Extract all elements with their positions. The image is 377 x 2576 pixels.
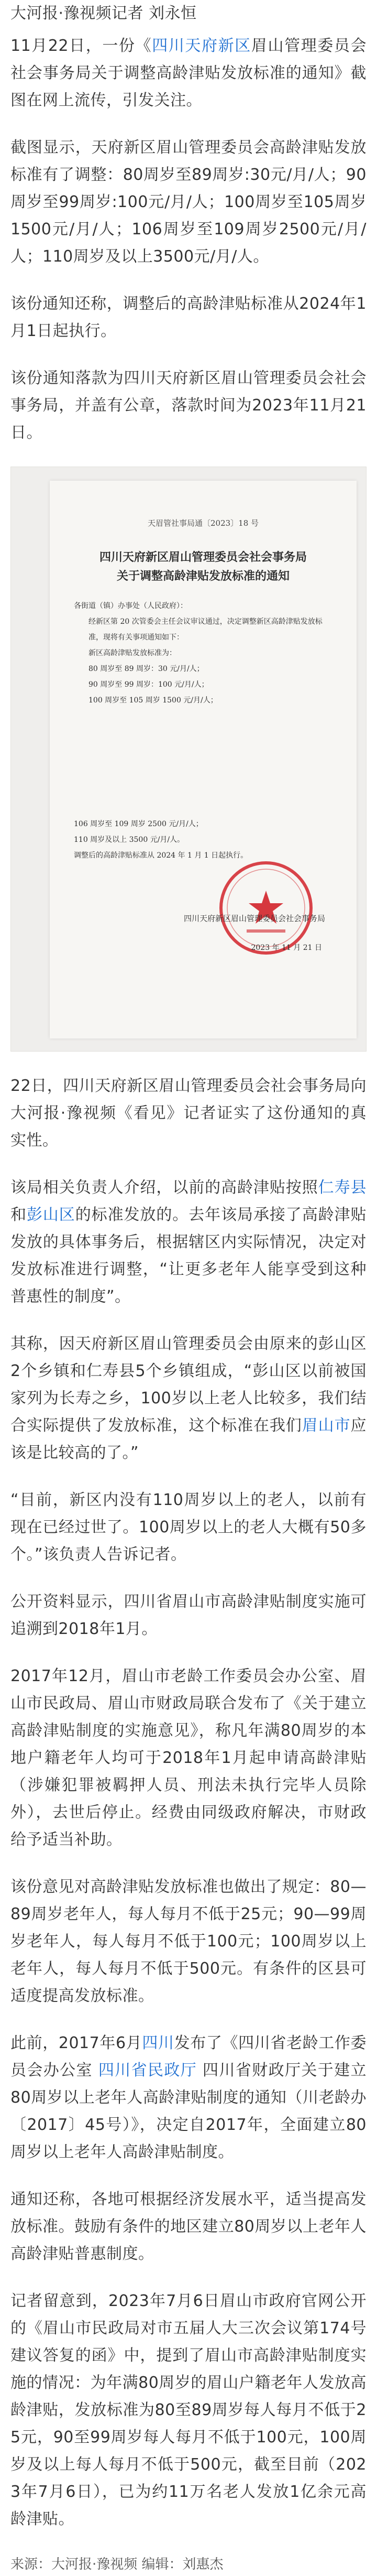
paragraph-3: 该份通知还称，调整后的高龄津贴标准从2024年1月1日起执行。 xyxy=(10,295,367,340)
byline: 大河报·豫视频记者 刘永恒 xyxy=(10,4,197,23)
paragraph-1: 11月22日，一份《四川天府新区眉山管理委员会社会事务局关于调整高龄津贴发放标准的通知》截图在网上流传，引发关注。 xyxy=(10,37,367,110)
link-tianfu-new-area[interactable]: 四川天府新区 xyxy=(152,37,251,55)
link-renshou-county[interactable]: 仁寿县 xyxy=(318,1178,367,1197)
doc-row: 110 周岁及以上 3500 元/月/人。 xyxy=(74,836,185,844)
doc-row: 90 周岁至 99 周岁：100 元/月/人； xyxy=(88,680,209,689)
doc-row: 100 周岁至 105 周岁 1500 元/月/人； xyxy=(88,696,218,705)
paragraph-10: 2017年12月，眉山市老龄工作委员会办公室、眉山市民政局、眉山市财政局联合发布了《关于建立高龄津贴制度的实施意见》，称凡年满80周岁的本地户籍老年人均可于2018年1月起申请高龄津贴（涉嫌犯罪被羁押人员、刑法未执行完毕人员除外），去世后停止。经费由同级政府解决，市财政给予适当补助。 xyxy=(10,1667,367,1849)
doc-body-lower xyxy=(74,816,330,863)
link-sichuan[interactable]: 四川 xyxy=(142,2034,174,2052)
paragraph-8: “目前，新区内没有110周岁以上的老人，以前有现在已经过世了。100周岁以上的老人大概有50多个。”该负责人告诉记者。 xyxy=(10,1491,367,1564)
article-footer: 来源：大河报·豫视频 编辑：刘惠杰 xyxy=(10,2557,224,2572)
doc-row: 106 周岁至 109 周岁 2500 元/月/人； xyxy=(74,820,203,828)
paragraph-12: 此前，2017年6月四川发布了《四川省老龄工作委员会办公室 四川省民政厅 四川省财政厅关于建立80周岁以上老年人高龄津贴制度的通知（川老龄办〔2017〕45号）》，决定自2017年，全面建立80周岁以上老年人高龄津贴制度。 xyxy=(10,2034,367,2161)
link-sichuan-civil-affairs[interactable]: 四川省民政厅 xyxy=(98,2061,197,2080)
paragraph-5: 22日，四川天府新区眉山管理委员会社会事务局向大河报·豫视频《看见》记者证实了这份通知的真实性。 xyxy=(10,1077,367,1150)
doc-signer: 四川天府新区眉山管理委员会社会事务局 xyxy=(183,914,325,923)
link-meishan-city[interactable]: 眉山市 xyxy=(302,1416,351,1435)
notice-document-sheet xyxy=(50,481,357,1038)
paragraph-4: 该份通知落款为四川天府新区眉山管理委员会社会事务局，并盖有公章，落款时间为2023年11月21日。 xyxy=(10,369,367,442)
doc-body xyxy=(74,598,330,708)
doc-addressee: 各街道（镇）办事处（人民政府）： xyxy=(74,602,187,610)
paragraph-11: 该份意见对高龄津贴发放标准也做出了规定：80—89周岁老年人，每人每月不低于25元；90—99周岁老年人，每人每月不低于100元；100周岁以上老年人，每人每月不低于500元。有条件的区县可适度提高发放标准。 xyxy=(10,1878,367,2005)
doc-date: 2023 年 11 月 21 日 xyxy=(251,944,322,952)
doc-title: 四川天府新区眉山管理委员会社会事务局 关于调整高龄津贴发放标准的通知 xyxy=(99,550,307,583)
doc-intro: 经新区第 20 次管委会主任会议审议通过，决定调整新区高龄津贴发放标准，现将有关事项通知如下： xyxy=(88,618,323,642)
paragraph-14: 记者留意到，2023年7月6日眉山市政府官网公开的《眉山市民政局对市五届人大三次会议第174号建议答复的函》中，提到了眉山市高龄津贴制度实施的情况：为年满80周岁的眉山户籍老年人发放高龄津贴，发放标准为80至89周岁每人每月不低于25元，90至99周岁每人每月不低于100元，100周岁及以上每人每月不低于500元，截至目前（2023年7月6日），已为约11万名老人发放1亿余元高龄津贴。 xyxy=(10,2292,367,2528)
doc-number: 天眉管社事局通〔2023〕18 号 xyxy=(147,518,259,528)
doc-row: 80 周岁至 89 周岁：30 元/月/人； xyxy=(88,665,204,673)
doc-effective: 调整后的高龄津贴标准从 2024 年 1 月 1 日起执行。 xyxy=(74,851,248,860)
paragraph-6: 该局相关负责人介绍，以前的高龄津贴按照仁寿县和彭山区的标准发放的。去年该局承接了高龄津贴发放的具体事务后，根据辖区内实际情况，决定对发放标准进行调整，“让更多老年人能享受到这种普惠性的制度”。 xyxy=(10,1178,367,1306)
paragraph-2: 截图显示，天府新区眉山管理委员会高龄津贴发放标准有了调整：80周岁至89周岁:30元/月/人；90周岁至99周岁:100元/月/人；100周岁至105周岁1500元/月/人；106周岁至109周岁2500元/月/人；110周岁及以上3500元/月/人。 xyxy=(10,138,367,266)
doc-section: 新区高龄津贴发放标准为： xyxy=(88,649,176,657)
notice-document-image[interactable] xyxy=(10,467,367,1052)
paragraph-9: 公开资料显示，四川省眉山市高龄津贴制度实施可追溯到2018年1月。 xyxy=(10,1593,367,1638)
paragraph-7: 其称，因天府新区眉山管理委员会由原来的彭山区2个乡镇和仁寿县5个乡镇组成，“彭山区以前被国家列为长寿之乡，100岁以上老人比较多，我们结合实际提供了发放标准，这个标准在我们眉山市应该是比较高的了。” xyxy=(10,1335,367,1462)
link-pengshan-district[interactable]: 彭山区 xyxy=(26,1206,75,1224)
paragraph-13: 通知还称，各地可根据经济发展水平，适当提高发放标准。鼓励有条件的地区建立80周岁以上老年人高龄津贴普惠制度。 xyxy=(10,2190,367,2263)
